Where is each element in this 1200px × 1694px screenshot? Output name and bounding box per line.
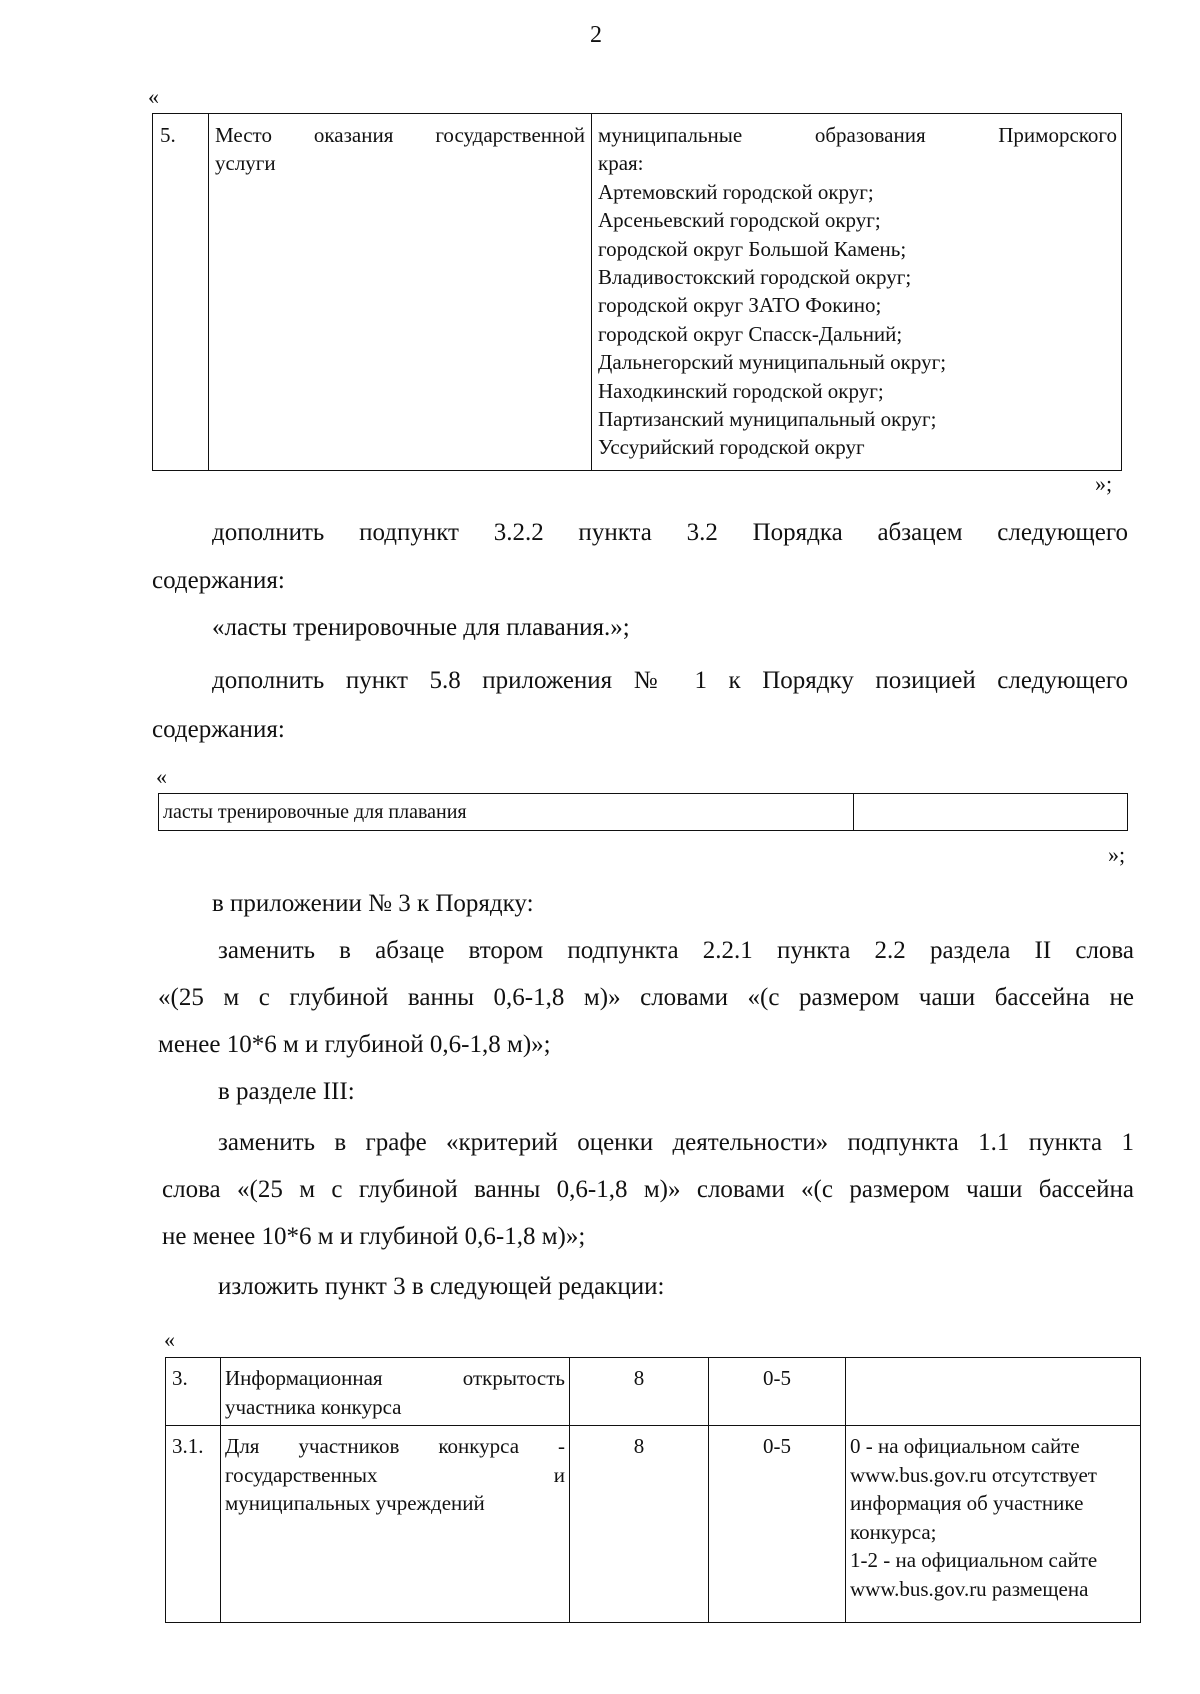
table1-municipalities-list [592, 114, 1122, 471]
paragraph-line: менее 10*6 м и глубиной 0,6-1,8 м)»; [158, 1031, 551, 1058]
list-item: городской округ Большой Камень; [598, 236, 907, 261]
list-item: Уссурийский городской округ [598, 435, 865, 460]
table3-range: 0-5 [709, 1426, 846, 1623]
table3-points: 8 [570, 1358, 709, 1426]
table2-item-name: ласты тренировочные для плавания [159, 794, 854, 831]
table-row [153, 114, 1122, 471]
description-line: www.bus.gov.ru отсутствует [850, 1462, 1097, 1487]
list-item: Находкинский городской округ; [598, 378, 884, 403]
table1 [152, 113, 1122, 471]
criterion-line: Для участников конкурса - [225, 1434, 565, 1458]
criterion-line: участника конкурса [225, 1394, 402, 1419]
table-row [166, 1426, 1141, 1623]
list-item: Дальнегорский муниципальный округ; [598, 350, 947, 375]
table3-quote-open: « [164, 1327, 175, 1352]
paragraph-line: заменить в графе «критерий оценки деятельности» подпункта 1.1 пункта 1 [218, 1129, 1134, 1156]
criterion-line: государственных и [225, 1462, 565, 1487]
paragraph: в приложении № 3 к Порядку: [212, 890, 534, 917]
table2-quote-open: « [156, 764, 167, 789]
table3-description [846, 1358, 1141, 1426]
table1-quote-close: »; [1095, 471, 1113, 496]
table1-list-line: муниципальные образования Приморского [598, 123, 1117, 147]
table1-name-line: услуги [215, 151, 276, 176]
paragraph: изложить пункт 3 в следующей редакции: [218, 1273, 665, 1300]
criterion-line: муниципальных учреждений [225, 1491, 485, 1515]
paragraph-line: дополнить пункт 5.8 приложения № 1 к Порядку позицией следующего [212, 667, 1128, 694]
list-item: Партизанский муниципальный округ; [598, 407, 937, 432]
description-line: 0 - на официальном сайте [850, 1434, 1080, 1458]
paragraph-line: «(25 м с глубиной ванны 0,6-1,8 м)» словами «(с размером чаши бассейна не [158, 984, 1134, 1011]
paragraph-line: заменить в абзаце втором подпункта 2.2.1 пункта 2.2 раздела II слова [218, 937, 1134, 964]
table3-criterion [221, 1358, 570, 1426]
paragraph-line: содержания: [152, 567, 285, 594]
table3-range: 0-5 [709, 1358, 846, 1426]
table3-criterion [221, 1426, 570, 1623]
list-item: Владивостокский городской округ; [598, 265, 912, 290]
list-item: городской округ Спасск-Дальний; [598, 321, 903, 346]
paragraph-line: дополнить подпункт 3.2.2 пункта 3.2 Порядка абзацем следующего [212, 519, 1128, 546]
table2 [158, 793, 1128, 831]
paragraph [218, 1119, 1134, 1166]
table-row [159, 794, 1128, 831]
paragraph [158, 974, 1134, 1021]
table3 [165, 1357, 1141, 1623]
paragraph [162, 1166, 1134, 1213]
paragraph: «ласты тренировочные для плавания.»; [212, 614, 630, 641]
table3-points: 8 [570, 1426, 709, 1623]
paragraph-line: слова «(25 м с глубиной ванны 0,6-1,8 м)» словами «(с размером чаши бассейна [162, 1176, 1134, 1203]
description-line: 1-2 - на официальном сайте [850, 1548, 1098, 1572]
description-line: конкурса; [850, 1519, 937, 1544]
table3-row-number: 3. [166, 1358, 221, 1426]
table1-row-number: 5. [153, 114, 209, 471]
description-line: www.bus.gov.ru размещена [850, 1576, 1089, 1601]
paragraph [218, 927, 1134, 974]
list-item: края: [598, 151, 644, 176]
list-item: Арсеньевский городской округ; [598, 208, 881, 233]
table1-name-line: Место оказания государственной [215, 123, 585, 147]
paragraph-line: не менее 10*6 м и глубиной 0,6-1,8 м)»; [162, 1223, 586, 1250]
criterion-line: Информационная открытость [225, 1366, 565, 1390]
table-row [166, 1358, 1141, 1426]
table3-description [846, 1426, 1141, 1623]
table2-quote-close: »; [1108, 842, 1126, 867]
paragraph: в разделе III: [218, 1078, 355, 1105]
table3-row-number: 3.1. [166, 1426, 221, 1623]
paragraph [212, 657, 1128, 704]
list-item: Артемовский городской округ; [598, 179, 874, 204]
page-number: 2 [590, 22, 602, 48]
table1-quote-open: « [148, 84, 159, 109]
table1-row-name [209, 114, 592, 471]
table2-item-value [854, 794, 1128, 831]
paragraph [212, 509, 1128, 556]
list-item: городской округ ЗАТО Фокино; [598, 293, 882, 318]
paragraph-line: содержания: [152, 716, 285, 743]
description-line: информация об участнике [850, 1491, 1084, 1515]
